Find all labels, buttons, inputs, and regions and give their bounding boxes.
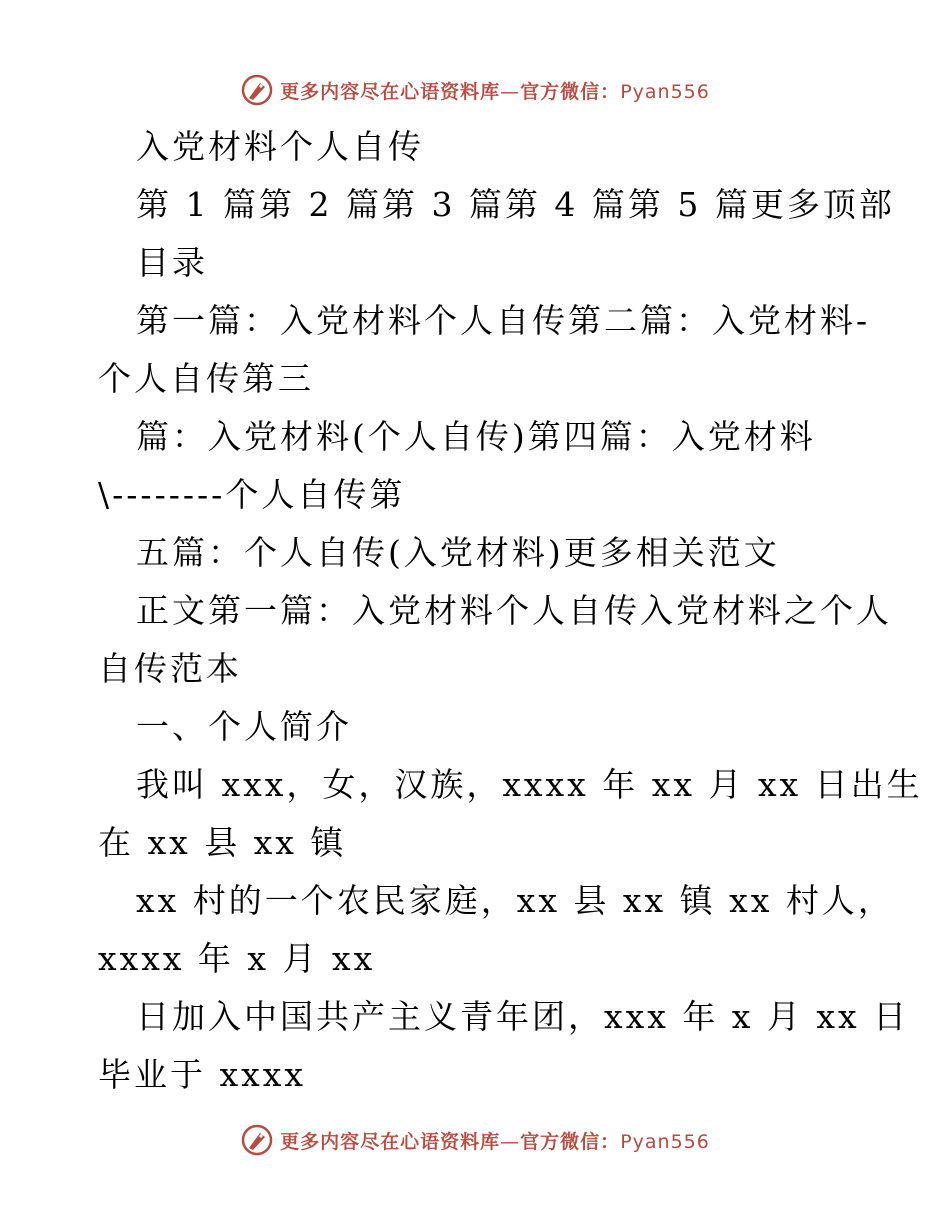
paragraph-line: 我叫 xxx，女，汉族，xxxx 年 xx 月 xx 日出生 — [136, 765, 923, 804]
footer-watermark-banner — [0, 1120, 950, 1160]
paragraph-line: 自传范本 — [98, 649, 242, 688]
paragraph-line: xxxx 年 x 月 xx — [98, 939, 376, 978]
toc-heading: 目录 — [136, 243, 208, 282]
paragraph-line: 日加入中国共产主义青年团，xxx 年 x 月 xx 日 — [136, 997, 910, 1036]
section-heading: 一、个人简介 — [136, 707, 352, 746]
doc-title: 入党材料个人自传 — [136, 127, 424, 166]
toc-line: 五篇：个人自传(入党材料)更多相关范文 — [136, 533, 780, 572]
paragraph-line: 在 xx 县 xx 镇 — [98, 823, 347, 862]
chapter-nav: 第 1 篇第 2 篇第 3 篇第 4 篇第 5 篇更多顶部 — [136, 185, 895, 224]
toc-line: 篇：入党材料(个人自传)第四篇：入党材料 — [136, 417, 816, 456]
header-watermark-banner — [0, 70, 950, 110]
toc-line: 个人自传第三 — [98, 359, 314, 398]
banner-text: 更多内容尽在心语资料库—官方微信：Pyan556 — [280, 80, 710, 103]
pen-nib-circle-icon — [240, 73, 274, 107]
toc-line: 第一篇：入党材料个人自传第二篇：入党材料- — [136, 301, 871, 340]
paragraph-line: 毕业于 xxxx — [98, 1055, 306, 1094]
document-body — [98, 118, 923, 1104]
pen-nib-circle-icon — [240, 1123, 274, 1157]
paragraph-line: xx 村的一个农民家庭，xx 县 xx 镇 xx 村人， — [136, 881, 894, 920]
paragraph-line: 正文第一篇：入党材料个人自传入党材料之个人 — [136, 591, 892, 630]
toc-line: \--------个人自传第 — [98, 475, 406, 514]
banner-text: 更多内容尽在心语资料库—官方微信：Pyan556 — [280, 1130, 710, 1153]
